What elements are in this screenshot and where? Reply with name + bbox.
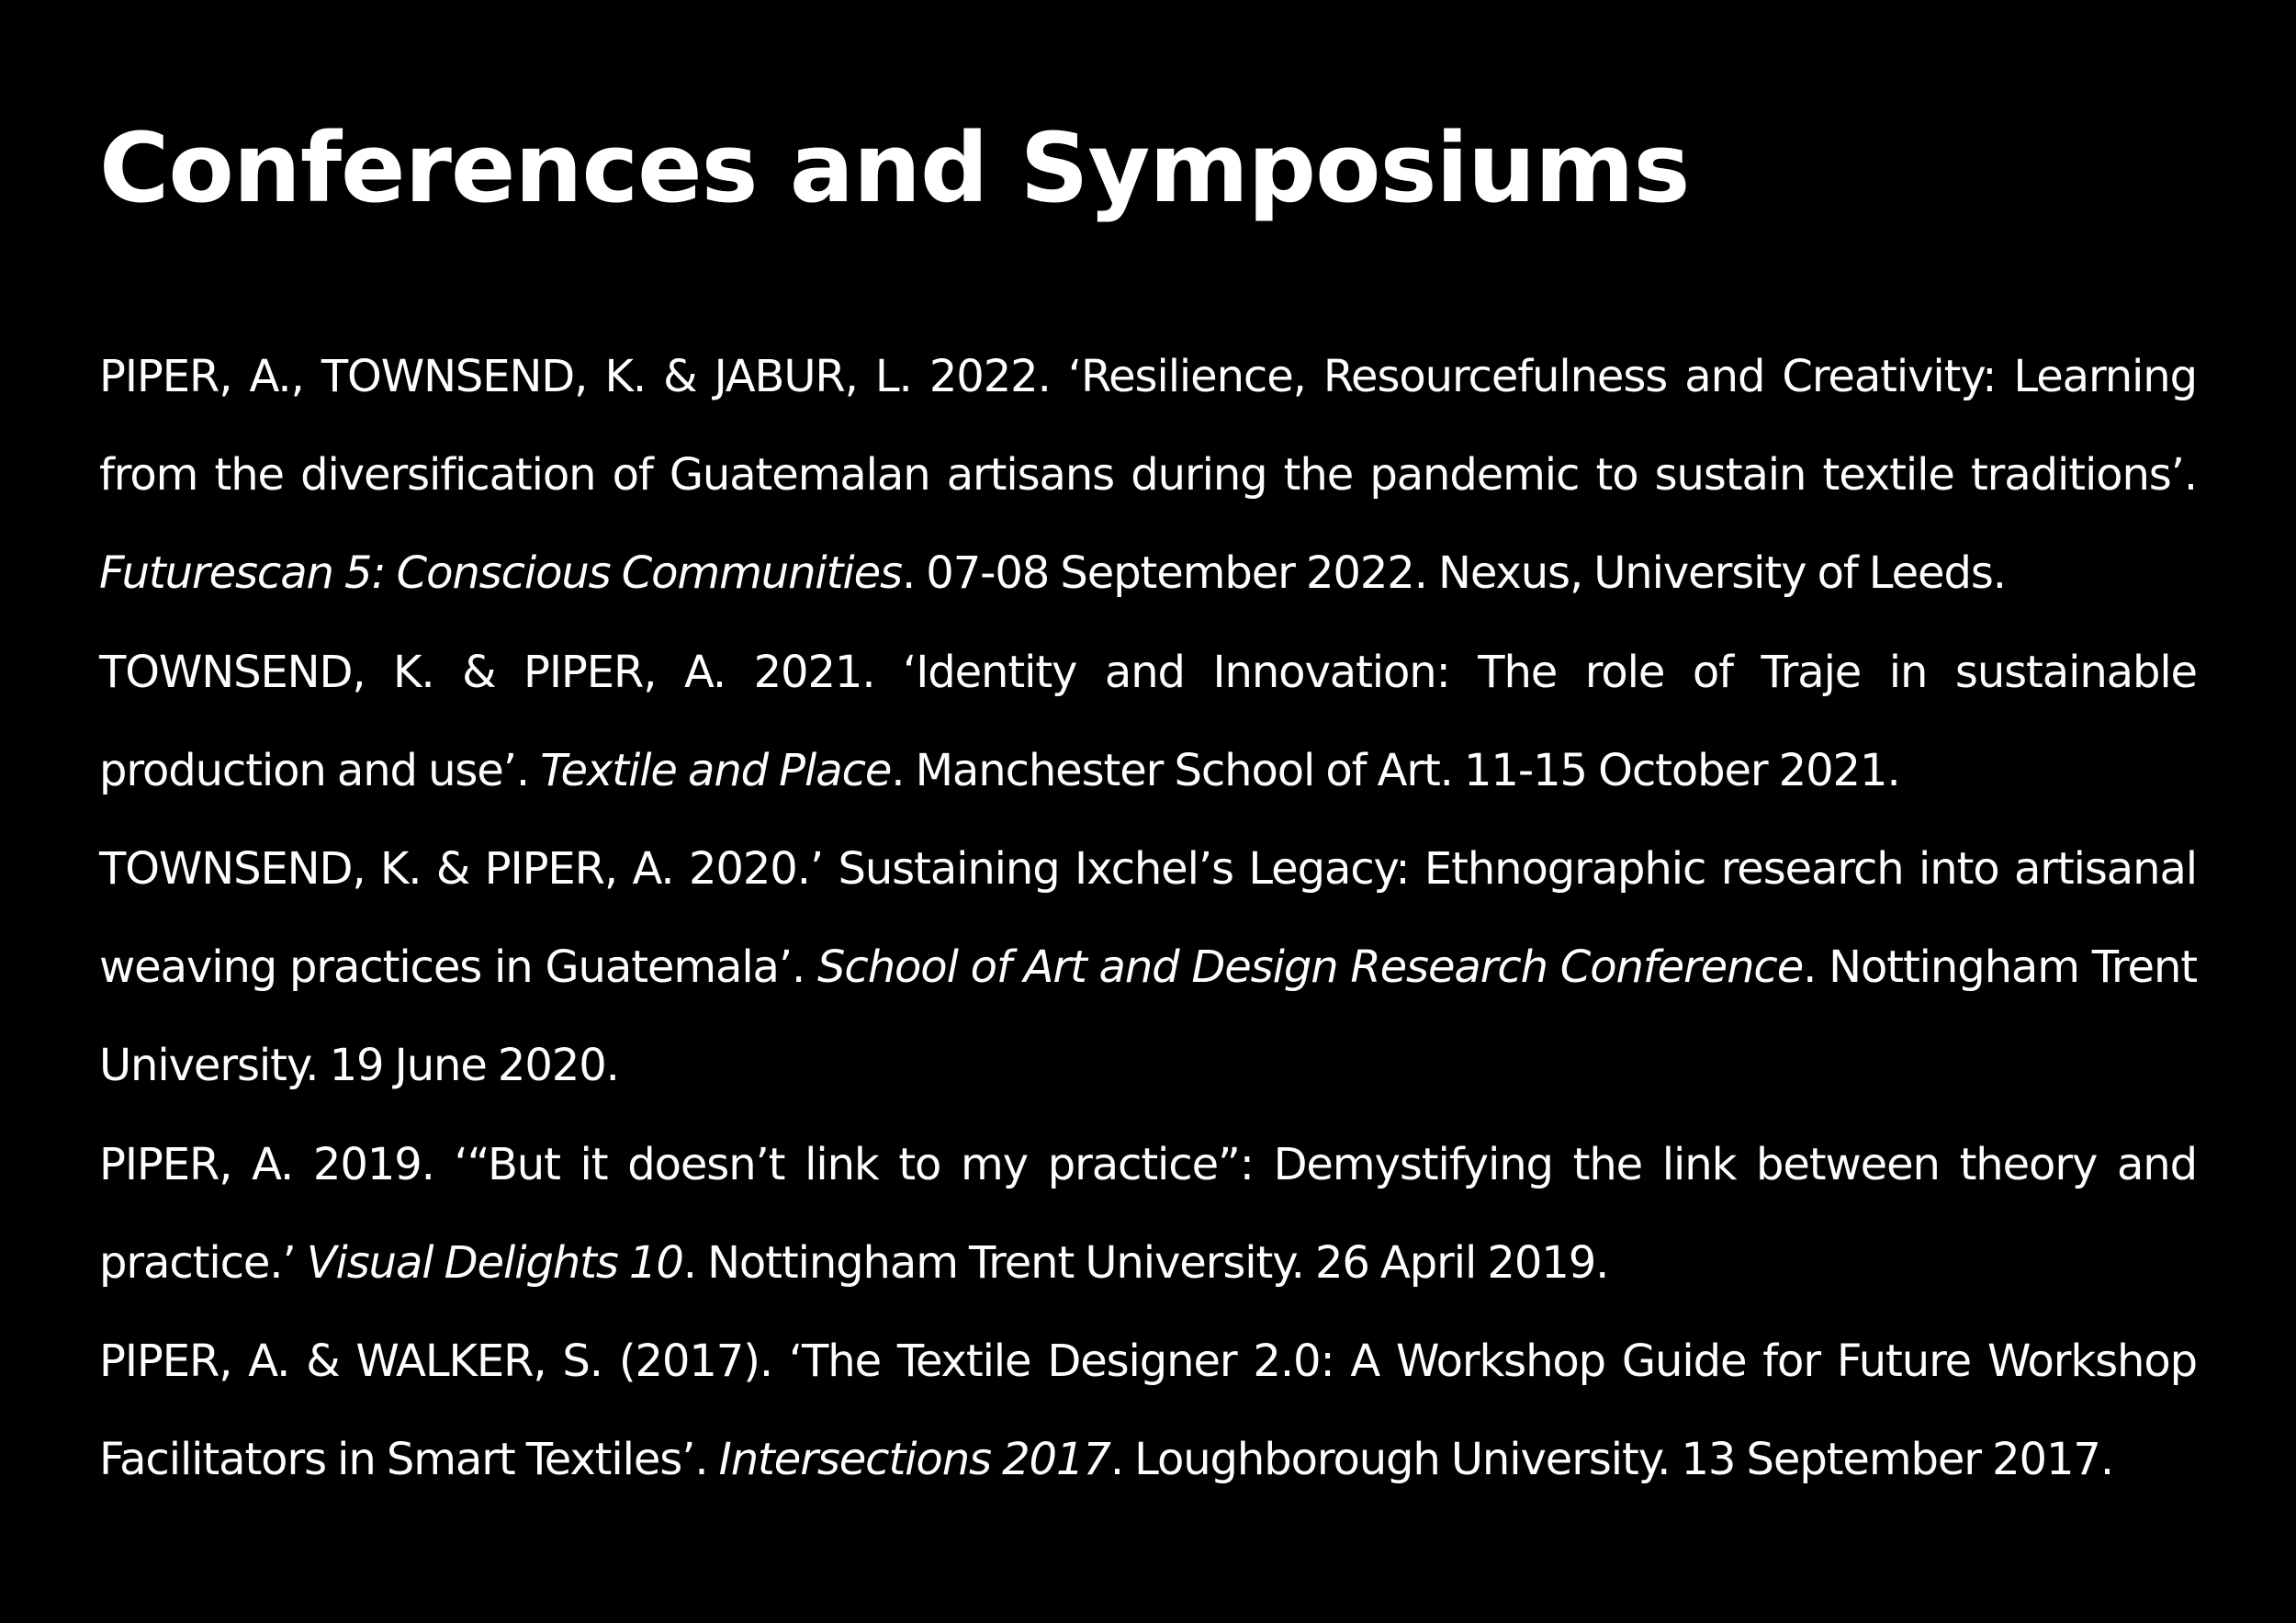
reference-details: . Nottingham Trent University. 19 June 2020. xyxy=(99,941,2197,1092)
reference-text: PIPER, A. & WALKER, S. (2017). ‘The Textile Designer 2.0: A Workshop Guide for Future Workshop Facilitators in Smart Textiles’. xyxy=(99,1336,2197,1486)
reference-venue: Textile and Place xyxy=(540,744,892,796)
reference-venue: Visual Delights 10 xyxy=(306,1236,683,1289)
reference-item xyxy=(99,1116,2197,1313)
reference-venue: Intersections 2017 xyxy=(718,1434,1110,1486)
reference-item xyxy=(99,820,2197,1116)
reference-item xyxy=(99,624,2197,820)
reference-details: . 07-08 September 2022. Nexus, University of Leeds. xyxy=(901,547,2006,600)
reference-list xyxy=(99,328,2197,1509)
document-page xyxy=(99,0,2197,1623)
reference-text: TOWNSEND, K. & PIPER, A. 2021. ‘Identity and Innovation: The role of Traje in sustainable production and use’. xyxy=(99,646,2197,796)
reference-details: . Nottingham Trent University. 26 April 2019. xyxy=(682,1236,1609,1289)
reference-text: PIPER, A., TOWNSEND, K. & JABUR, L. 2022. ‘Resilience, Resourcefulness and Creativity: Learning from the diversification of Guatemalan artisans during the pandemic to sustain textile traditions’. xyxy=(99,351,2197,502)
reference-venue: School of Art and Design Research Conference xyxy=(817,941,1804,994)
reference-details: . Loughborough University. 13 September 2017. xyxy=(1109,1434,2114,1486)
reference-details: . Manchester School of Art. 11-15 October 2021. xyxy=(891,744,1900,796)
reference-text: PIPER, A. 2019. ‘“But it doesn’t link to my practice”: Demystifying the link between theory and practice.’ xyxy=(99,1138,2197,1289)
reference-venue: Futurescan 5: Conscious Communities xyxy=(99,547,902,600)
reference-item xyxy=(99,1313,2197,1509)
reference-item xyxy=(99,328,2197,624)
reference-text: TOWNSEND, K. & PIPER, A. 2020.’ Sustaining Ixchel’s Legacy: Ethnographic research into artisanal weaving practices in Guatemala’. xyxy=(99,843,2197,994)
page-title: Conferences and Symposiums xyxy=(99,112,1690,224)
